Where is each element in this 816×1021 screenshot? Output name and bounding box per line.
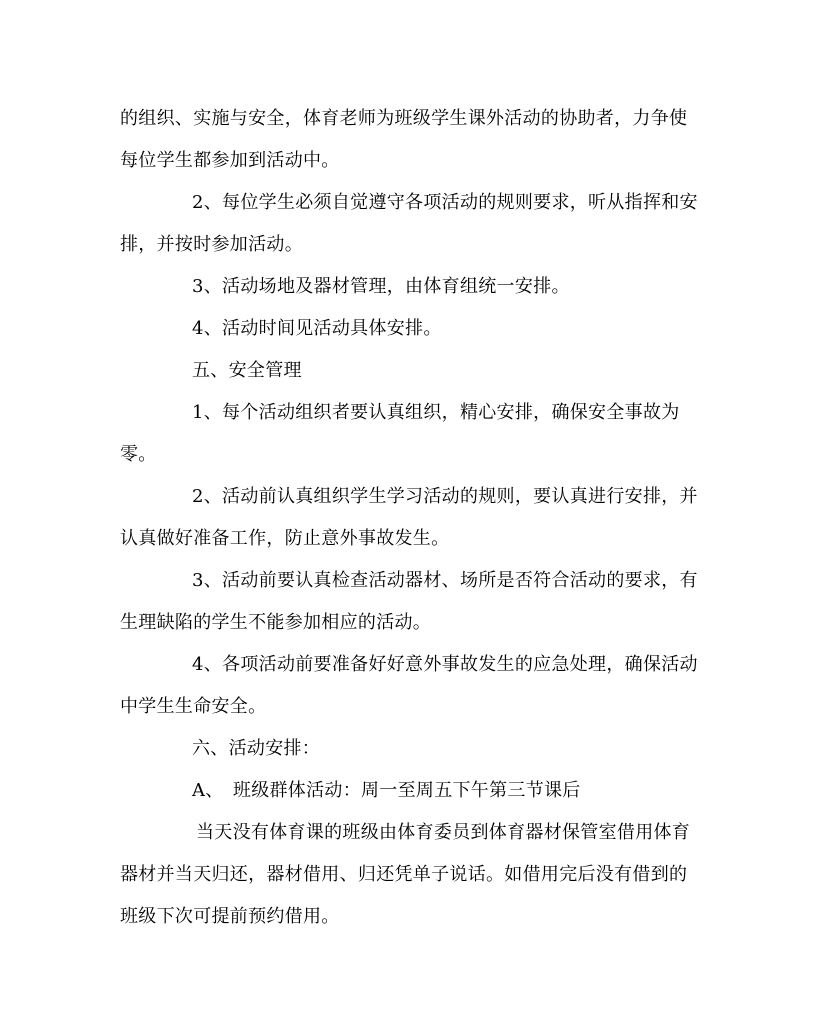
paragraph-safety-1: 1、每个活动组织者要认真组织，精心安排，确保安全事故为零。 [120, 402, 680, 465]
paragraph-schedule-a: A、 班级群体活动：周一至周五下午第三节课后 [192, 780, 581, 801]
paragraph-rule-3: 3、活动场地及器材管理，由体育组统一安排。 [192, 276, 570, 297]
paragraph-schedule-detail: 当天没有体育课的班级由体育委员到体育器材保管室借用体育器材并当天归还，器材借用、归还凭单子说话。如借用完后没有借到的班级下次可提前预约借用。 [120, 822, 691, 927]
section-heading-safety: 五、安全管理 [192, 360, 302, 381]
paragraph-rule-4: 4、活动时间见活动具体安排。 [192, 318, 442, 339]
paragraph-safety-4: 4、各项活动前要准备好好意外事故发生的应急处理，确保活动中学生生命安全。 [120, 654, 698, 717]
document-body [120, 98, 700, 938]
paragraph-rule-2: 2、每位学生必须自觉遵守各项活动的规则要求，听从指挥和安排，并按时参加活动。 [120, 192, 698, 255]
paragraph-safety-3: 3、活动前要认真检查活动器材、场所是否符合活动的要求，有生理缺陷的学生不能参加相应的活动。 [120, 570, 698, 633]
section-heading-schedule: 六、活动安排： [192, 738, 321, 759]
paragraph-continuation: 的组织、实施与安全，体育老师为班级学生课外活动的协助者，力争使每位学生都参加到活动中。 [120, 108, 688, 171]
paragraph-safety-2: 2、活动前认真组织学生学习活动的规则，要认真进行安排，并认真做好准备工作，防止意外事故发生。 [120, 486, 698, 549]
